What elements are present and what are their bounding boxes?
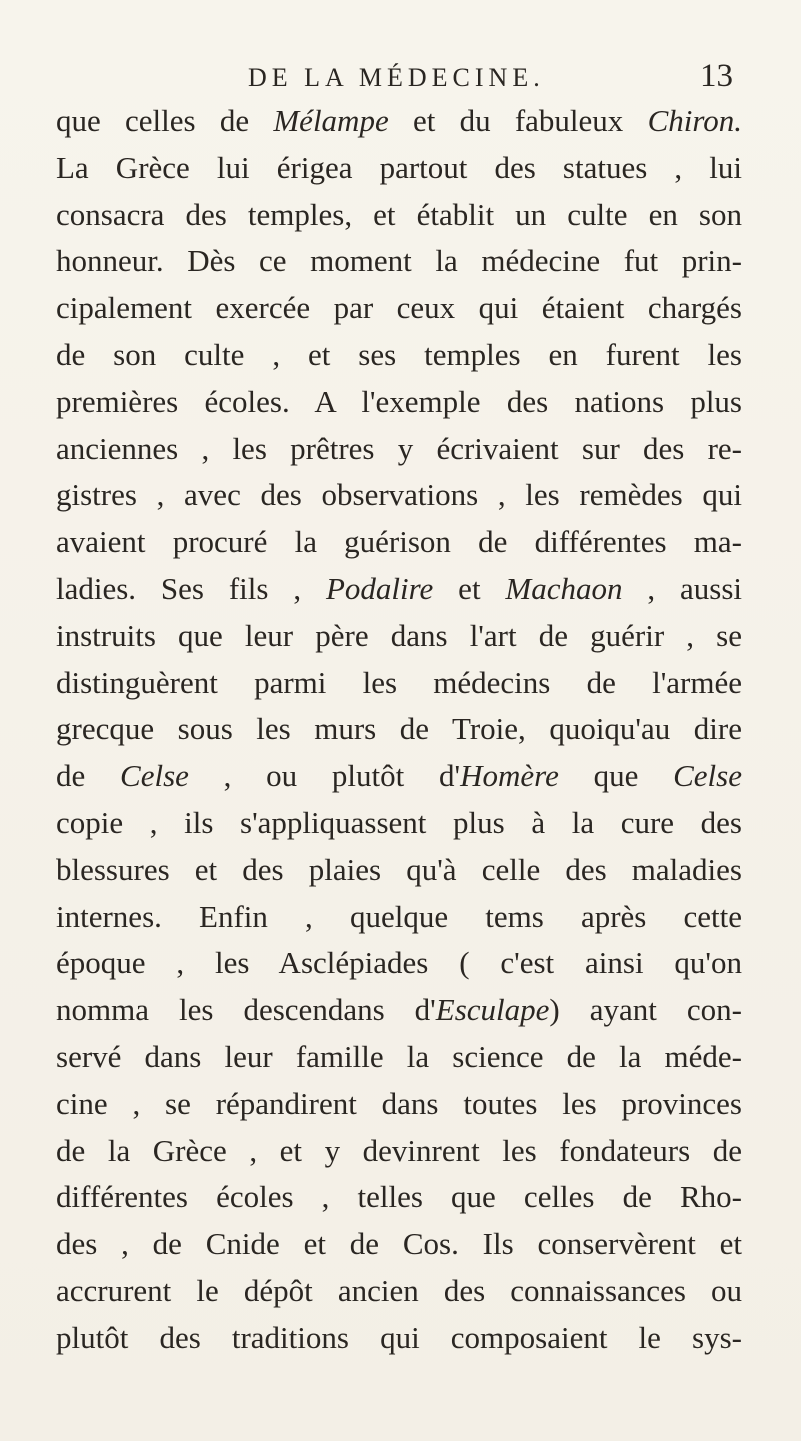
text-line [56,379,742,426]
text-run: ladies. Ses fils , [56,570,326,606]
text-line [56,1174,742,1221]
text-line [56,847,742,894]
text-run: , ou plutôt d' [188,758,461,794]
italic-text-run: Celse [120,758,189,794]
text-line [56,332,742,379]
text-run: avaient procuré la guérison de différentes ma- [56,524,742,560]
body-text [56,98,742,1362]
text-line [56,1315,742,1362]
text-run: nomma les descendans d' [56,992,436,1028]
text-line [56,1034,742,1081]
text-line [56,1128,742,1175]
text-run: ) ayant con- [549,992,742,1028]
text-run: différentes écoles , telles que celles de Rho- [56,1179,742,1215]
text-run: et [433,570,506,606]
italic-text-run: Podalire [325,570,434,606]
text-line [56,285,742,332]
italic-text-run: Esculape [435,992,550,1028]
text-line [56,800,742,847]
text-run: plutôt des traditions qui composaient le sys- [56,1319,742,1355]
text-run: premières écoles. A l'exemple des nations plus [56,383,742,419]
text-run: servé dans leur famille la science de la méde- [56,1038,742,1074]
running-title: DE LA MÉDECINE. [248,63,545,92]
italic-text-run: Celse [673,758,742,794]
text-run: époque , les Asclépiades ( c'est ainsi qu'on [56,945,742,981]
text-line [56,238,742,285]
text-line [56,613,742,660]
text-line [56,98,742,145]
text-run: , aussi [622,570,742,606]
text-line [56,894,742,941]
text-run: des , de Cnide et de Cos. Ils conservèrent et [56,1226,742,1262]
text-run: consacra des temples, et établit un culte en son [56,196,742,232]
text-line [56,145,742,192]
text-run: La Grèce lui érigea partout des statues , lui [56,149,742,185]
text-run: distinguèrent parmi les médecins de l'armée [56,664,742,700]
italic-text-run: Chiron. [647,103,743,138]
text-line [56,1221,742,1268]
text-run: de son culte , et ses temples en furent les [56,336,742,372]
text-line [56,192,742,239]
text-run: gistres , avec des observations , les remèdes qui [56,477,742,513]
text-run: instruits que leur père dans l'art de guérir , se [56,617,742,653]
text-line [56,519,742,566]
italic-text-run: Homère [460,758,559,794]
text-run: de la Grèce , et y devinrent les fondateurs de [56,1132,742,1168]
text-line [56,753,742,800]
text-run: cine , se répandirent dans toutes les provinces [56,1085,742,1121]
text-run: accrurent le dépôt ancien des connaissances ou [56,1272,742,1308]
text-run: que celles de [56,103,274,138]
page-number: 13 [700,58,733,94]
text-line [56,472,742,519]
text-run: honneur. Dès ce moment la médecine fut prin- [56,243,742,279]
italic-text-run: Machaon [505,570,623,606]
text-run: que [558,758,674,794]
text-line [56,987,742,1034]
text-run: anciennes , les prêtres y écrivaient sur des re- [56,430,742,466]
text-run: et du fabuleux [388,103,648,138]
text-run: internes. Enfin , quelque tems après cette [56,898,742,934]
text-line [56,940,742,987]
text-line [56,1081,742,1128]
text-run: grecque sous les murs de Troie, quoiqu'au dire [56,711,742,747]
text-run: de [56,758,121,794]
text-run: copie , ils s'appliquassent plus à la cure des [56,804,742,840]
text-line [56,426,742,473]
italic-text-run: Mélampe [273,103,389,138]
text-line [56,660,742,707]
text-run: cipalement exercée par ceux qui étaient chargés [56,290,742,326]
text-line [56,706,742,753]
text-line [56,566,742,613]
text-run: blessures et des plaies qu'à celle des maladies [56,851,742,887]
text-line [56,1268,742,1315]
